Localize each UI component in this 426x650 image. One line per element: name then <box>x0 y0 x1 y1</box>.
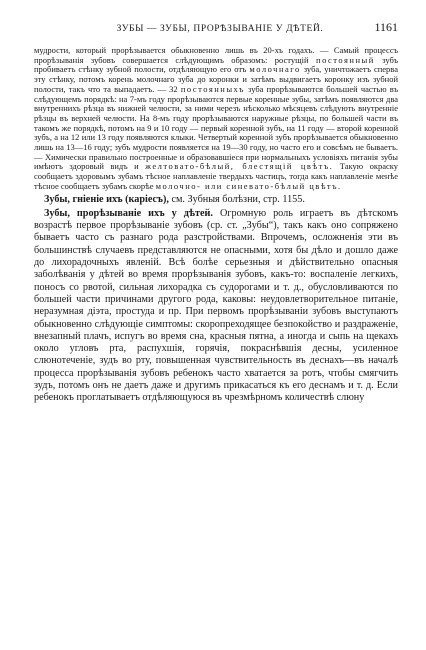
small-print-section <box>34 46 398 192</box>
entry-caries-title: Зубы, гніеніе ихъ (каріесъ), <box>44 193 169 205</box>
header-title: ЗУБЫ — ЗУБЫ, ПРОРѢЗЫВАНІЕ У ДѢТЕЙ. <box>116 24 324 34</box>
page-number: 1161 <box>374 20 398 34</box>
page <box>34 18 398 405</box>
main-entries <box>34 194 398 405</box>
running-header <box>34 18 398 36</box>
entry-caries: Зубы, гніеніе ихъ (каріесъ), см. Зубныя болѣзни, стр. 1155. <box>44 193 305 205</box>
entry-teething-title: Зубы, прорѣзываніе ихъ у дѣтей. <box>44 207 213 219</box>
teething-process-paragraph: мудрости, который прорѣзывается обыкновенно лишь въ 20-хъ годахъ. — Самый процессъ прорѣзыванія зубовъ совершается слѣдующимъ образомъ: ростущій постоянный зубъ пробиваетъ стѣнку зубной полости, отдѣляющую его отъ молочнаго зуба, уничтожаетъ сперва эту стѣнку, потомъ корень молочнаго зуба до коронки и затѣмъ выдвигаетъ коронку изъ зубной полости, такъ что та выпадаетъ. — 32 постоянныхъ зуба прорѣзываются большей частью въ слѣдующемъ порядкѣ: на 7-мъ году прорѣзываются первые коренные зубы, затѣмъ появляются два внутреннихъ рѣзца въ нижней челюсти, за ними черезъ нѣсколько мѣсяцевъ слѣдують внутренніе рѣзцы въ верхней челюсти. На 8-мъ году прорѣзываются наружные рѣзцы, по большей части въ такомъ же порядкѣ, потомъ на 9 и 10 году — первый коренной зубъ, на 11 году — второй коренной зубъ, а на 12 или 13 году появляются клыки. Четвертый коренной зубъ прорѣзывается обыкновенно лишь на 13—16 году; зубъ мудрости появляется на 19—30 году, но часто его и совсѣмъ не бываетъ. — Химически правильно построенные и образовавшіеся при нормальныхъ условіяхъ питанія зубы имѣютъ здоровый видъ и желтовато-бѣлый, блестящій цвѣтъ. Такую окраску сообщаетъ здоровымъ зубамъ тѣсное наплавленіе твердыхъ частицъ, тогда какъ наплавленіе менѣе тѣсное сообщаетъ зубамъ скорѣе молочно- или синевато-бѣлый цвѣтъ. <box>34 45 399 191</box>
entry-teething: Зубы, прорѣзываніе ихъ у дѣтей. Огромную роль играетъ въ дѣтскомъ возрастѣ первое прорѣзываніе зубовъ (ср. ст. „Зубы“), такъ какъ оно сопряжено бываетъ часто съ разнаго рода разстройствами. Впрочемъ, осложненія эти въ большинствѣ случаевъ представляются не опасными, хотя бы дѣло и дошло даже до лихорадочныхъ явленій. Всѣ болѣе серьезныя и дѣйствительно опасныя заболѣванія у дѣтей во время прорѣзыванія зубовъ, какъ-то: воспаленіе легкихъ, поносъ со рвотой, сильная лихорадка съ судорогами и т. д., обусловливаются по большей части причинами другого рода, каковы: неудовлетворительное питаніе, неразумная діэта, простуда и пр. При первомъ прорѣзываніи зубовъ выступаютъ обыкновенно слѣдующіе симптомы: скоропреходящее безпокойство и раздраженіе, внезапный плачъ, испугъ во время сна, красныя пятна, а иногда и сыпь на щекахъ около угловъ рта, распухшія, горячія, покраснѣвшія десны, усиленное слюнотеченіе, зудъ во рту, повышенная чувствительность въ деснахъ—въ началѣ процесса прорѣзыванія зубовъ ребенокъ часто хватается за ротъ, чтобы смягчить зудъ, потомъ онъ не даетъ даже и другимъ прикасаться къ его деснамъ и т. д. Если ребенокъ проглатываетъ отдѣляющуюся въ чрезмѣрномъ количествѣ слюну <box>34 207 398 404</box>
